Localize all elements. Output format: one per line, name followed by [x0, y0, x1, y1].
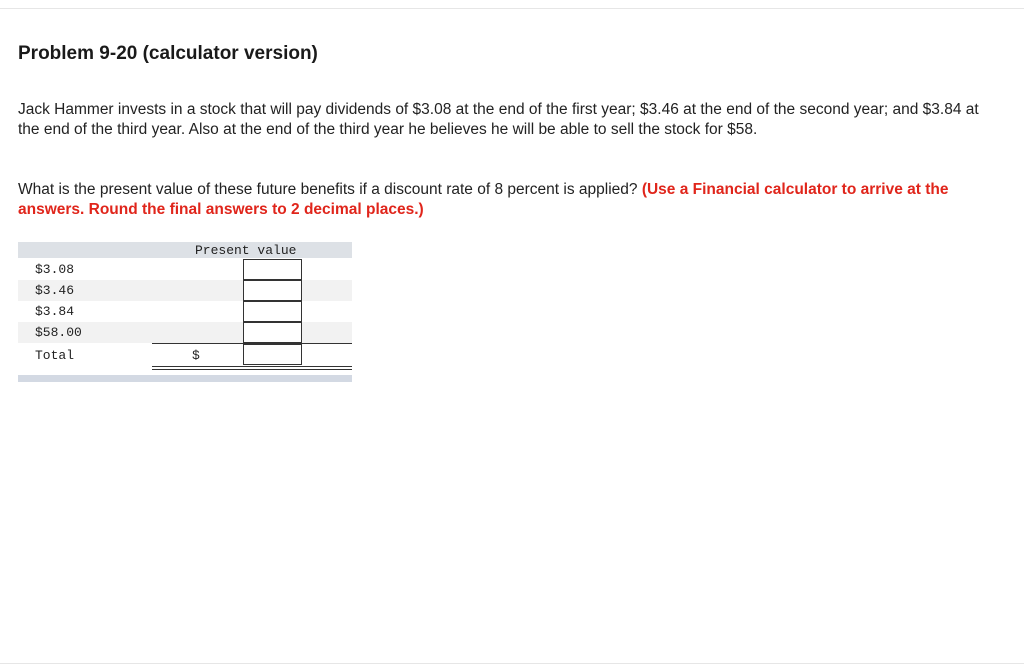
question-text: What is the present value of these future benefits if a discount rate of 8 percent is applied? [18, 181, 642, 198]
problem-statement: Jack Hammer invests in a stock that will pay dividends of $3.08 at the end of the first year; $3.46 at the end of the second year; and $3.84 at the end of the third year. Also at the end of the third year he believes he will be able to sell the stock for $58. [18, 101, 979, 138]
row-label: $3.08 [35, 262, 75, 277]
top-divider [0, 8, 1024, 9]
instruction-text: (Use a Financial calculator to arrive at the answers. Round the final answers to 2 decimal places.) [18, 181, 949, 218]
bottom-divider [0, 663, 1024, 664]
table-header [18, 242, 352, 258]
row-label: $3.46 [35, 283, 75, 298]
row-label: $58.00 [35, 325, 82, 340]
present-value-table [18, 242, 352, 382]
total-double-rule-upper [152, 366, 352, 367]
present-value-input-2[interactable] [243, 280, 302, 301]
total-currency-symbol: $ [192, 348, 200, 363]
present-value-input-4[interactable] [243, 322, 302, 343]
table-row [18, 301, 352, 322]
total-row [18, 344, 352, 365]
row-label: $3.84 [35, 304, 75, 319]
total-label: Total [35, 348, 75, 363]
table-row [18, 322, 352, 343]
present-value-input-3[interactable] [243, 301, 302, 322]
present-value-input-1[interactable] [243, 259, 302, 280]
total-present-value-input[interactable] [243, 344, 302, 365]
problem-question [18, 180, 993, 220]
present-value-column-header: Present value [195, 243, 297, 258]
problem-title: Problem 9-20 (calculator version) [18, 43, 318, 64]
total-double-rule-lower [152, 369, 352, 370]
table-footer [18, 375, 352, 382]
table-row [18, 280, 352, 301]
table-row [18, 259, 352, 280]
